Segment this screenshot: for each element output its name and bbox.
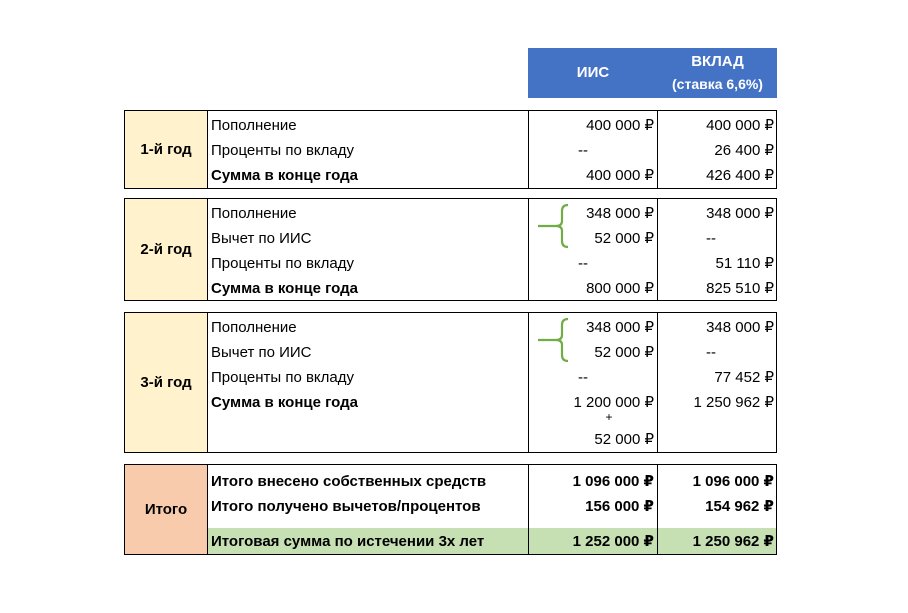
iis-value: -- (578, 369, 588, 386)
year1-block (124, 110, 777, 189)
summary-iis (528, 465, 657, 554)
iis-value: 800 000 ₽ (586, 280, 654, 297)
year2-deposit (657, 199, 777, 300)
row-label: Итого внесено собственных средств (211, 473, 487, 490)
year2-iis (528, 199, 657, 300)
year3-block (124, 312, 777, 453)
row-label: Сумма в конце года (211, 280, 359, 297)
year3-iis (528, 313, 657, 452)
deposit-value: -- (706, 230, 716, 247)
row-label: Пополнение (211, 117, 297, 134)
summary-label: Итого (125, 465, 208, 554)
header-iis-label: ИИС (576, 64, 610, 81)
iis-value: 348 000 ₽ (586, 205, 654, 222)
deposit-value: 26 400 ₽ (714, 142, 774, 159)
brace-icon (534, 203, 570, 249)
deposit-value: 400 000 ₽ (706, 117, 774, 134)
iis-value: 400 000 ₽ (586, 167, 654, 184)
row-label: Итого получено вычетов/процентов (211, 498, 481, 515)
iis-value: 1 200 000 ₽ (573, 394, 654, 411)
deposit-value: 348 000 ₽ (706, 205, 774, 222)
iis-value: 52 000 ₽ (594, 431, 654, 448)
iis-value: 52 000 ₽ (594, 344, 654, 361)
summary-block (124, 464, 777, 555)
summary-labels (207, 465, 529, 554)
row-label: Пополнение (211, 205, 297, 222)
deposit-value: 1 250 962 ₽ (693, 394, 774, 411)
iis-value: -- (578, 142, 588, 159)
deposit-value: 426 400 ₽ (706, 167, 774, 184)
deposit-value: 51 110 ₽ (715, 255, 774, 272)
row-label: Итоговая сумма по истечении 3х лет (211, 533, 485, 550)
year2-labels (207, 199, 529, 300)
brace-icon (534, 317, 570, 363)
deposit-value: 154 962 ₽ (705, 498, 774, 515)
year1-label: 1-й год (125, 111, 208, 188)
deposit-value: 825 510 ₽ (706, 280, 774, 297)
row-label: Проценты по вкладу (211, 142, 355, 159)
deposit-value: 77 452 ₽ (714, 369, 774, 386)
year3-deposit (657, 313, 777, 452)
year3-labels (207, 313, 529, 452)
iis-value: 1 252 000 ₽ (572, 533, 654, 550)
year3-label: 3-й год (125, 313, 208, 452)
header-iis (528, 48, 658, 98)
row-label: Вычет по ИИС (211, 230, 312, 247)
row-label: Проценты по вкладу (211, 255, 355, 272)
row-label: Сумма в конце года (211, 167, 359, 184)
iis-value: 156 000 ₽ (585, 498, 654, 515)
plus-sign: + (605, 410, 613, 424)
deposit-value: -- (706, 344, 716, 361)
year1-iis (528, 111, 657, 188)
deposit-value: 1 096 000 ₽ (692, 473, 774, 490)
row-label: Сумма в конце года (211, 394, 359, 411)
header-deposit-rate: (ставка 6,6%) (672, 76, 763, 92)
iis-value: 1 096 000 ₽ (572, 473, 654, 490)
header-deposit (658, 48, 777, 98)
year2-block (124, 198, 777, 301)
header-deposit-label: ВКЛАД (691, 53, 744, 70)
row-label: Пополнение (211, 319, 297, 336)
year2-label: 2-й год (125, 199, 208, 300)
iis-value: 400 000 ₽ (586, 117, 654, 134)
year1-deposit (657, 111, 777, 188)
row-label: Вычет по ИИС (211, 344, 312, 361)
row-label: Проценты по вкладу (211, 369, 355, 386)
iis-value: 348 000 ₽ (586, 319, 654, 336)
deposit-value: 1 250 962 ₽ (692, 533, 774, 550)
iis-value: 52 000 ₽ (594, 230, 654, 247)
summary-deposit (657, 465, 777, 554)
deposit-value: 348 000 ₽ (706, 319, 774, 336)
year1-labels (207, 111, 529, 188)
iis-value: -- (578, 255, 588, 272)
